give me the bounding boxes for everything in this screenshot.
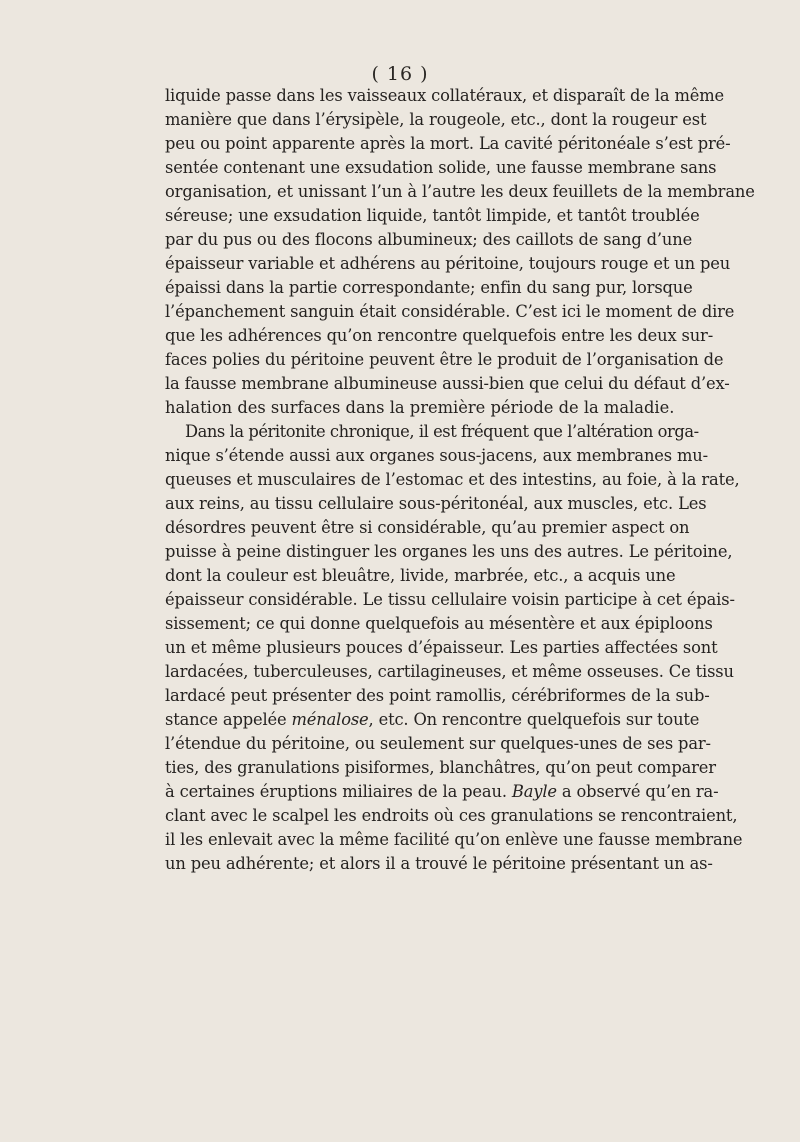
text-line: épaisseur considérable. Le tissu cellulaire voisin participe à cet épais-	[165, 590, 735, 609]
text-line: ties, des granulations pisiformes, blanchâtres, qu’on peut comparer	[165, 758, 716, 777]
text-line: la fausse membrane albumineuse aussi-bien que celui du défaut d’ex-	[165, 374, 730, 393]
text-line: liquide passe dans les vaisseaux collatéraux, et disparaît de la même	[165, 86, 725, 105]
page-number: ( 16 )	[371, 63, 429, 85]
text-line: un peu adhérente; et alors il a trouvé le péritoine présentant un as-	[165, 854, 713, 873]
text-line: épaisseur variable et adhérens au péritoine, toujours rouge et un peu	[165, 254, 731, 273]
text-line: sissement; ce qui donne quelquefois au mésentère et aux épiploons	[165, 614, 713, 633]
italic-author: Bayle	[511, 782, 557, 801]
text-segment: à certaines éruptions miliaires de la peau.	[165, 782, 512, 801]
text-line: l’épanchement sanguin était considérable. C’est ici le moment de dire	[165, 302, 735, 321]
text-line: lardacées, tuberculeuses, cartilagineuses, et même osseuses. Ce tissu	[165, 662, 734, 681]
text-line: organisation, et unissant l’un à l’autre les deux feuillets de la membrane	[165, 182, 755, 201]
text-line: queuses et musculaires de l’estomac et des intestins, au foie, à la rate,	[165, 470, 740, 489]
text-line: dont la couleur est bleuâtre, livide, marbrée, etc., a acquis une	[165, 566, 676, 585]
text-line: halation des surfaces dans la première période de la maladie.	[165, 398, 675, 417]
italic-term: ménalose	[291, 710, 369, 729]
text-line	[165, 708, 795, 732]
text-line: l’étendue du péritoine, ou seulement sur quelques-unes de ses par-	[165, 734, 711, 753]
text-line: il les enlevait avec la même facilité qu’on enlève une fausse membrane	[165, 830, 743, 849]
text-line: manière que dans l’érysipèle, la rougeole, etc., dont la rougeur est	[165, 110, 707, 129]
text-line: puisse à peine distinguer les organes les uns des autres. Le péritoine,	[165, 542, 733, 561]
text-segment: , etc. On rencontre quelquefois sur toute	[368, 710, 700, 729]
text-segment: a observé qu’en ra-	[556, 782, 719, 801]
text-line: épaissi dans la partie correspondante; enfin du sang pur, lorsque	[165, 278, 693, 297]
text-segment: stance appelée	[165, 710, 292, 729]
text-line: par du pus ou des flocons albumineux; des caillots de sang d’une	[165, 230, 693, 249]
text-line	[165, 780, 795, 804]
text-line: un et même plusieurs pouces d’épaisseur. Les parties affectées sont	[165, 638, 718, 657]
text-line: clant avec le scalpel les endroits où ces granulations se rencontraient,	[165, 806, 738, 825]
text-line: peu ou point apparente après la mort. La cavité péritonéale s’est pré-	[165, 134, 731, 153]
text-line: lardacé peut présenter des point ramollis, cérébriformes de la sub-	[165, 686, 710, 705]
text-line: Dans la péritonite chronique, il est fréquent que l’altération orga-	[185, 422, 699, 441]
text-line: désordres peuvent être si considérable, qu’au premier aspect on	[165, 518, 690, 537]
text-line: que les adhérences qu’on rencontre quelquefois entre les deux sur-	[165, 326, 714, 345]
text-line: aux reins, au tissu cellulaire sous-péritonéal, aux muscles, etc. Les	[165, 494, 707, 513]
text-line: nique s’étende aussi aux organes sous-jacens, aux membranes mu-	[165, 446, 708, 465]
text-line: sentée contenant une exsudation solide, une fausse membrane sans	[165, 158, 717, 177]
text-line: faces polies du péritoine peuvent être le produit de l’organisation de	[165, 350, 724, 369]
text-line: séreuse; une exsudation liquide, tantôt limpide, et tantôt troublée	[165, 206, 700, 225]
